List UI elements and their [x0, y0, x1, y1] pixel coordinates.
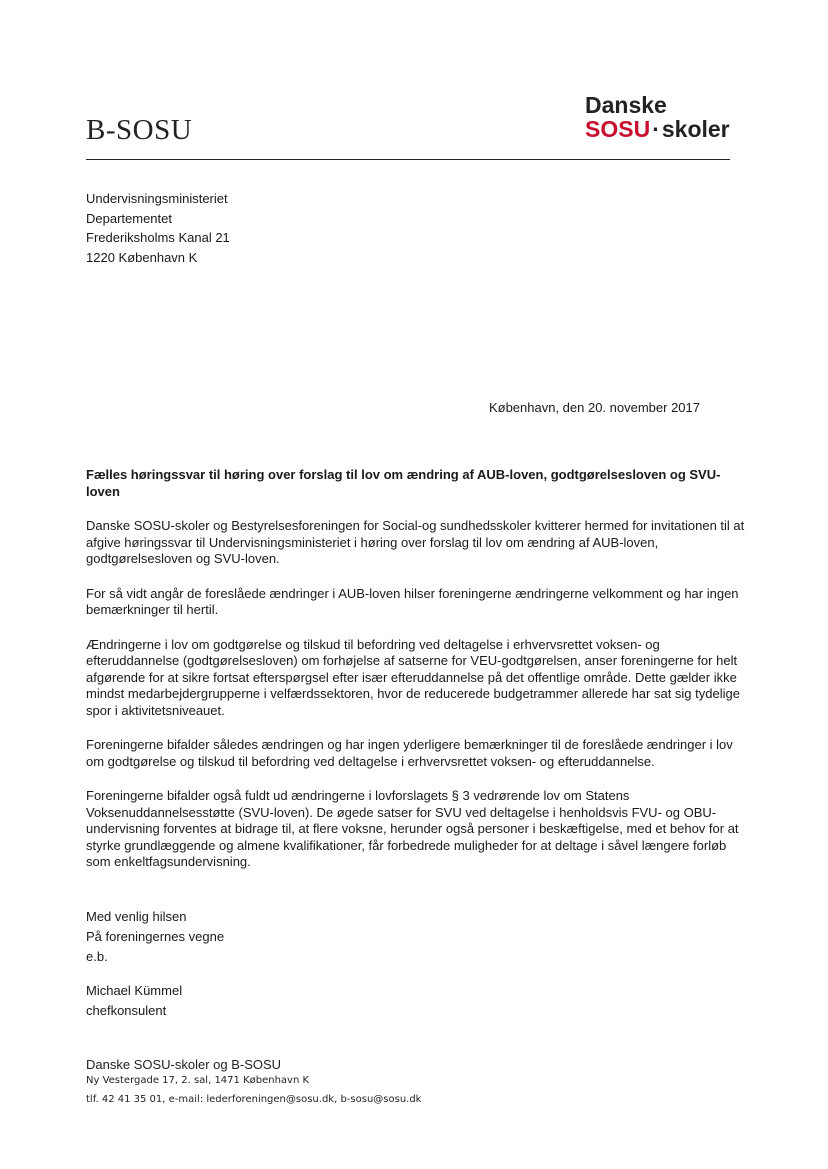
- footer-address: Ny Vestergade 17, 2. sal, 1471 København K: [86, 1075, 310, 1086]
- letter-subject: Fælles høringssvar til høring over forslag til lov om ændring af AUB-loven, godtgørelsesloven og SVU-loven: [86, 467, 721, 499]
- body-paragraph: Ændringerne i lov om godtgørelse og tilskud til befordring ved deltagelse i erhvervsrettet voksen- og efteruddannelse (godtgørelsesloven) om forhøjelse af satserne for VEU-godtgørelsen, anser foreningerne for helt afgørende for at sikre fortsat efterspørgsel efter især efteruddannelse på det offentlige område. Dette gælder ikke mindst medarbejdergrupperne i velfærdssektoren, hvor de reducerede budgetrammer allerede har sat sig tydelige spor i aktivitetsniveauet.: [86, 636, 740, 718]
- body-paragraph: Foreningerne bifalder også fuldt ud ændringerne i lovforslagets § 3 vedrørende lov om Statens Voksenuddannelsesstøtte (SVU-loven). De øgede satser for SVU ved deltagelse i henholdsvis FVU- og OBU-undervisning forventes at bidrage til, at flere voksne, herunder også personer i beskæftigelse, med et behov for at styrke grundlæggende og almene kvalifikationer, får forbedrede muligheder for at deltage i såvel længere forløb som enkeltfagsundervisning.: [86, 788, 739, 869]
- logo-sosu-text: SOSU: [585, 116, 651, 142]
- body-paragraph: Danske SOSU-skoler og Bestyrelsesforeningen for Social-og sundhedsskoler kvitterer hermed for invitationen til at afgive høringssvar til Undervisningsministeriet i høring over forslag til lov om ændring af AUB-loven, godtgørelsesloven og SVU-loven.: [86, 518, 745, 566]
- letter-closing: [86, 907, 224, 967]
- recipient-line: 1220 København K: [86, 249, 198, 265]
- closing-line: På foreningernes vegne: [86, 929, 225, 944]
- body-paragraph: For så vidt angår de foreslåede ændringer i AUB-loven hilser foreningerne ændringerne velkomment og har ingen bemærkninger til hertil.: [86, 585, 739, 617]
- recipient-address: [86, 189, 230, 267]
- danske-sosu-skoler-logo: [585, 93, 730, 141]
- logo-line-danske: Danske: [585, 92, 667, 118]
- logo-line-sosu-skoler: [585, 117, 730, 141]
- signer-name: Michael Kümmel: [86, 983, 183, 998]
- letter-footer: [86, 1057, 421, 1105]
- closing-line: e.b.: [86, 949, 108, 964]
- signature-block: [86, 981, 182, 1021]
- recipient-line: Frederiksholms Kanal 21: [86, 230, 230, 245]
- recipient-line: Departementet: [86, 210, 172, 226]
- letter-body: [86, 467, 746, 889]
- closing-line: Med venlig hilsen: [86, 909, 187, 924]
- footer-organization: Danske SOSU-skoler og B-SOSU: [86, 1057, 282, 1072]
- letter-date: København, den 20. november 2017: [488, 400, 700, 415]
- recipient-line: Undervisningsministeriet: [86, 191, 228, 206]
- logo-dot: ·: [652, 116, 660, 142]
- signer-title: chefkonsulent: [86, 1003, 167, 1018]
- footer-contact: tlf. 42 41 35 01, e-mail: lederforeningen@sosu.dk, b-sosu@sosu.dk: [86, 1094, 422, 1105]
- header-divider: [86, 159, 730, 160]
- body-paragraph: Foreningerne bifalder således ændringen og har ingen yderligere bemærkninger til de foreslåede ændringer i lov om godtgørelse og tilskud til befordring ved deltagelse i erhvervsrettet voksen- og efteruddannelse.: [86, 737, 733, 769]
- b-sosu-logo: B-SOSU: [86, 114, 193, 146]
- logo-skoler-text: skoler: [661, 116, 730, 142]
